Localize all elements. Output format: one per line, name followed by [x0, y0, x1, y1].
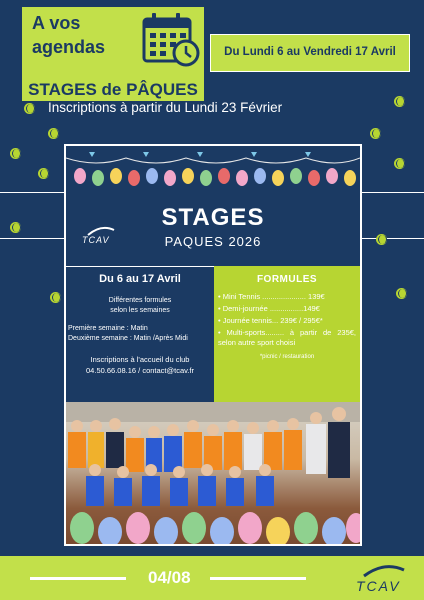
footer-line: [210, 577, 306, 580]
formats-line2: selon les semaines: [110, 307, 170, 314]
footer-line: [30, 577, 126, 580]
children-group-illustration: [66, 402, 360, 544]
page-number: 04/08: [148, 568, 191, 587]
group-photo: [66, 402, 360, 544]
formats-line1: Différentes formules: [108, 297, 172, 304]
info-panel: [66, 266, 214, 403]
tennis-ball-icon: [50, 292, 61, 303]
subtitle: Inscriptions à partir du Lundi 23 Février: [48, 100, 283, 115]
formula-item: • Demi-journée ................149€: [218, 304, 320, 313]
week1-text: Première semaine : Matin: [68, 325, 148, 332]
date-range-box: [210, 34, 410, 72]
agendas-box: [22, 7, 204, 77]
formula-item: • Journée tennis... 239€ / 295€*: [218, 316, 323, 325]
tennis-ball-icon: [394, 158, 405, 169]
agendas-label-line1: A vos: [32, 13, 81, 33]
flyer-heading: STAGES: [161, 204, 265, 231]
tennis-ball-icon: [396, 288, 407, 299]
tennis-ball-icon: [394, 96, 405, 107]
tcav-logo-text: TCAV: [82, 235, 110, 245]
tennis-ball-icon: [24, 103, 35, 114]
tennis-ball-icon: [10, 148, 21, 159]
dates-text: Du 6 au 17 Avril: [99, 273, 181, 285]
tcav-swoosh-icon: [362, 564, 406, 578]
footer-logo-text: TCAV: [356, 578, 401, 594]
page-title: STAGES de PÂQUES: [28, 80, 198, 99]
formulas-panel: [214, 266, 360, 402]
tennis-ball-icon: [48, 128, 59, 139]
formulas-note: *picnic / restauration: [259, 354, 315, 360]
formula-item-text: Multi-sports......... à partir de 235€, selon autre sport choisi: [218, 328, 356, 347]
formula-item: • Multi-sports......... à partir de 235€, selon autre sport choisi: [218, 328, 356, 347]
signup-line2: 04.50.66.08.16 / contact@tcav.fr: [86, 366, 194, 375]
footer-bar: [0, 556, 424, 600]
tennis-ball-icon: [370, 128, 381, 139]
formula-item-text: Journée tennis... 239€ / 295€*: [222, 316, 323, 325]
formulas-title: FORMULES: [256, 274, 318, 285]
agendas-label-line2: agendas: [32, 37, 106, 57]
formula-item-text: Mini Tennis ..................... 139€: [222, 292, 325, 301]
tennis-ball-icon: [38, 168, 49, 179]
flyer-card: [64, 144, 362, 546]
flyer-subheading: PAQUES 2026: [164, 234, 262, 249]
formula-item: • Mini Tennis ..................... 139€: [218, 292, 325, 301]
tennis-ball-icon: [376, 234, 387, 245]
calendar-icon: [140, 11, 202, 69]
title-box: [22, 77, 204, 101]
tennis-ball-icon: [10, 222, 21, 233]
formula-item-text: Demi-journée ................149€: [222, 304, 320, 313]
date-range-text: Du Lundi 6 au Vendredi 17 Avril: [224, 46, 396, 58]
footer-logo: [352, 564, 412, 596]
egg-garland-illustration: [66, 146, 360, 192]
signup-line1: Inscriptions à l'accueil du club: [90, 355, 190, 364]
week2-text: Deuxième semaine : Matin /Après Midi: [68, 335, 188, 342]
